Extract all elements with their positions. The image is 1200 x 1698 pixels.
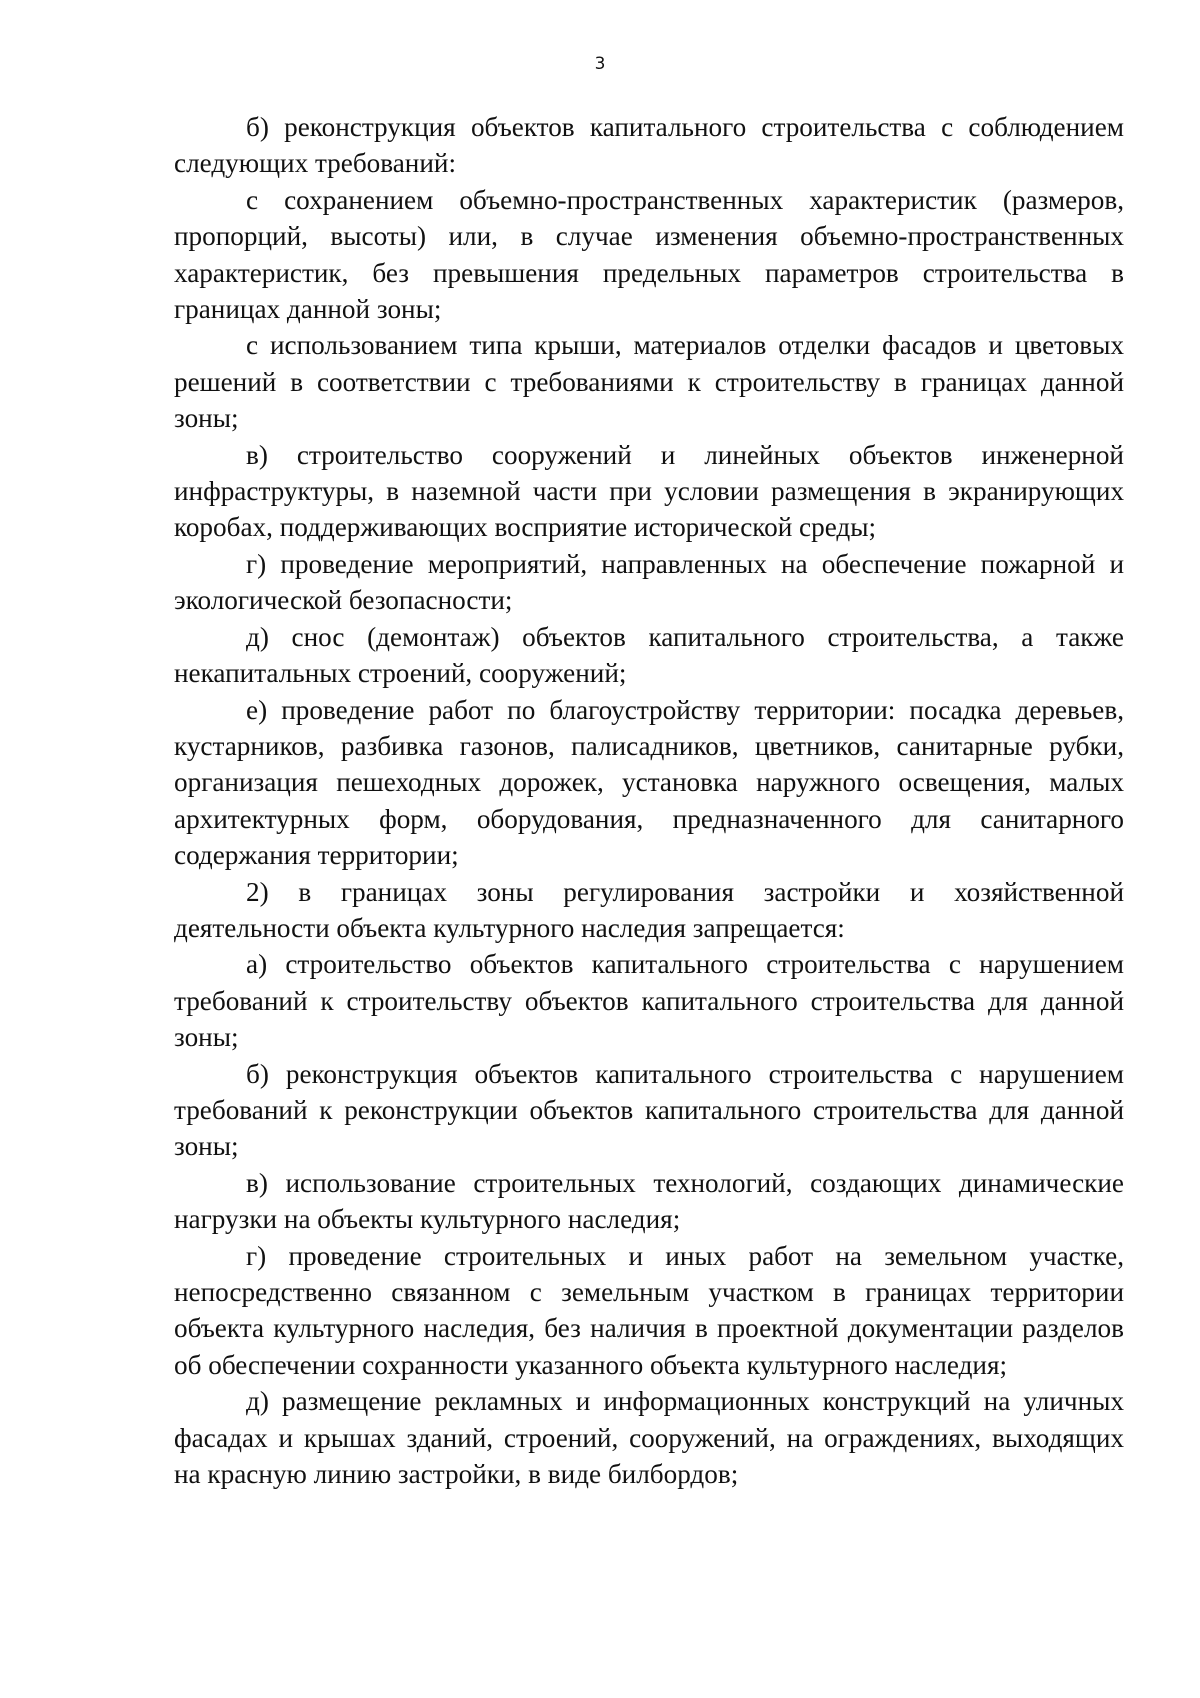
paragraph: б) реконструкция объектов капитального строительства с нарушением требований к реконструкции объектов капитального строительства для данной зоны; [174, 1058, 1124, 1162]
paragraph: б) реконструкция объектов капитального строительства с соблюдением следующих требований: [174, 112, 1124, 179]
paragraph: е) проведение работ по благоустройству территории: посадка деревьев, кустарников, разбивка газонов, палисадников, цветников, санитарные рубки, организация пешеходных дорожек, установка наружного освещения, малых архитектурных форм, оборудования, предназначенного для санитарного содержания территории; [174, 694, 1124, 871]
paragraph: д) снос (демонтаж) объектов капитального строительства, а также некапитальных строений, сооружений; [174, 621, 1124, 689]
paragraph: г) проведение строительных и иных работ на земельном участке, непосредственно связанном с земельным участком в границах территории объекта культурного наследия, без наличия в проектной документации разделов об обеспечении сохранности указанного объекта культурного наследия; [174, 1240, 1124, 1380]
paragraph: а) строительство объектов капитального строительства с нарушением требований к строительству объектов капитального строительства для данной зоны; [174, 949, 1124, 1053]
document-body [174, 109, 1124, 1492]
paragraph: в) строительство сооружений и линейных объектов инженерной инфраструктуры, в наземной части при условии размещения в экранирующих коробах, поддерживающих восприятие исторической среды; [174, 439, 1124, 543]
paragraph: с использованием типа крыши, материалов отделки фасадов и цветовых решений в соответствии с требованиями к строительству в границах данной зоны; [174, 330, 1124, 434]
page-number: 3 [594, 54, 606, 74]
paragraph: г) проведение мероприятий, направленных на обеспечение пожарной и экологической безопасности; [174, 548, 1124, 616]
paragraph: в) использование строительных технологий, создающих динамические нагрузки на объекты культурного наследия; [174, 1167, 1124, 1235]
paragraph: с сохранением объемно-пространственных характеристик (размеров, пропорций, высоты) или, в случае изменения объемно-пространственных характеристик, без превышения предельных параметров строительства в границах данной зоны; [174, 184, 1124, 325]
paragraph: д) размещение рекламных и информационных конструкций на уличных фасадах и крышах зданий, строений, сооружений, на ограждениях, выходящих на красную линию застройки, в виде билбордов; [174, 1386, 1124, 1490]
paragraph: 2) в границах зоны регулирования застройки и хозяйственной деятельности объекта культурного наследия запрещается: [174, 876, 1124, 943]
